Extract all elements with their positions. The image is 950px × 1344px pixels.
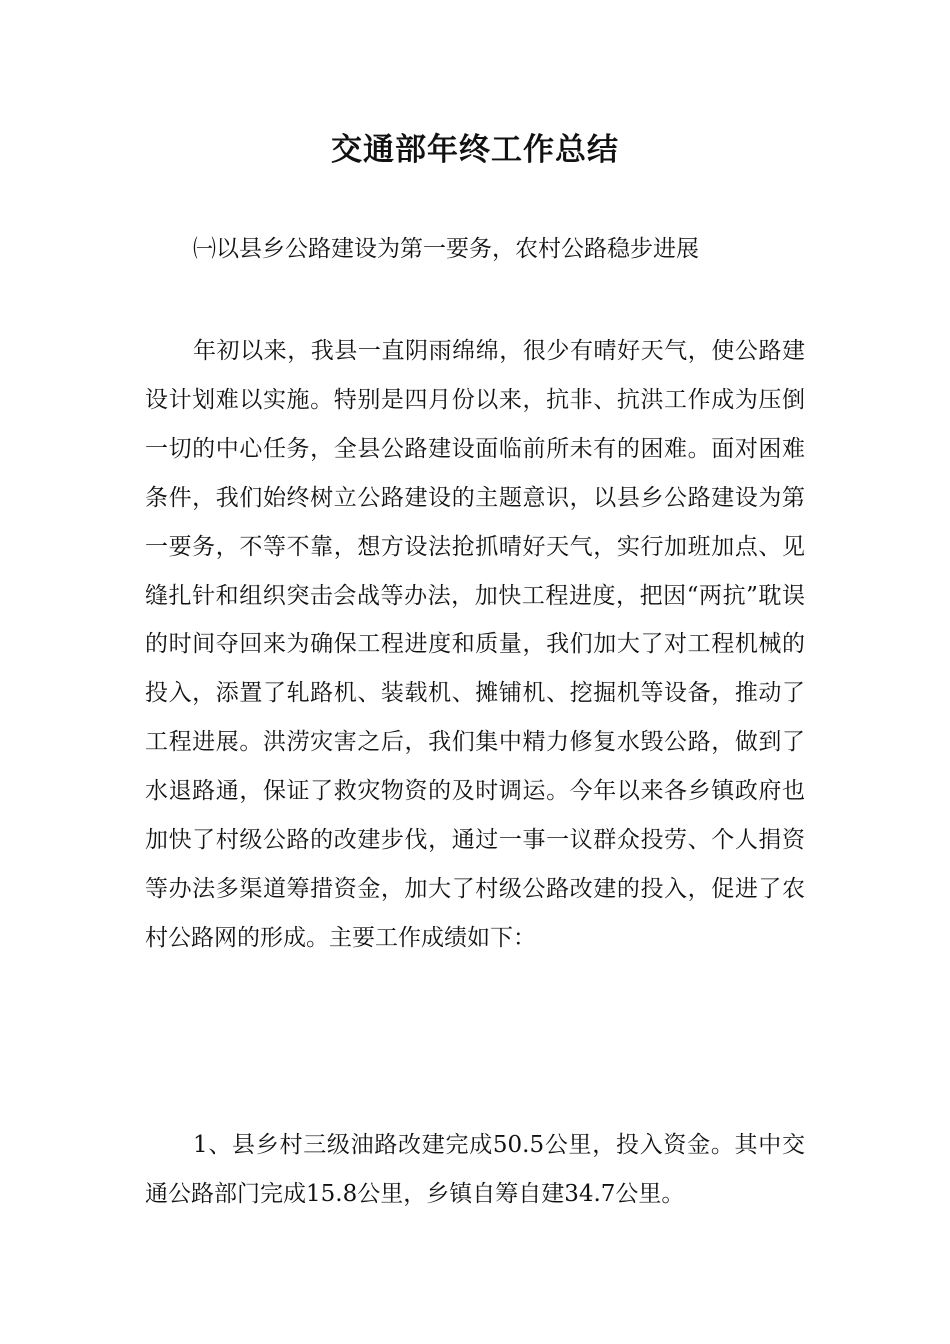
section-heading: ㈠以县乡公路建设为第一要务，农村公路稳步进展 xyxy=(193,236,699,262)
document-title: 交通部年终工作总结 xyxy=(331,132,619,168)
body-paragraph: 年初以来，我县一直阴雨绵绵，很少有晴好天气，使公路建设计划难以实施。特别是四月份以来，抗非、抗洪工作成为压倒一切的中心任务，全县公路建设面临前所未有的困难。面对困难条件，我们始终树立公路建设的主题意识，以县乡公路建设为第一要务，不等不靠，想方设法抢抓晴好天气，实行加班加点、见缝扎针和组织突击会战等办法，加快工程进度，把因“两抗”耽误的时间夺回来为确保工程进度和质量，我们加大了对工程机械的投入，添置了轧路机、装载机、摊铺机、挖掘机等设备，推动了工程进展。洪涝灾害之后，我们集中精力修复水毁公路，做到了水退路通，保证了救灾物资的及时调运。今年以来各乡镇政府也加快了村级公路的改建步伐，通过一事一议群众投劳、个人捐资等办法多渠道筹措资金，加大了村级公路改建的投入，促进了农村公路网的形成。主要工作成绩如下： xyxy=(145,338,805,951)
body-paragraph: 1、县乡村三级油路改建完成50.5公里，投入资金。其中交通公路部门完成15.8公里，乡镇自筹自建34.7公里。 xyxy=(145,1132,805,1207)
